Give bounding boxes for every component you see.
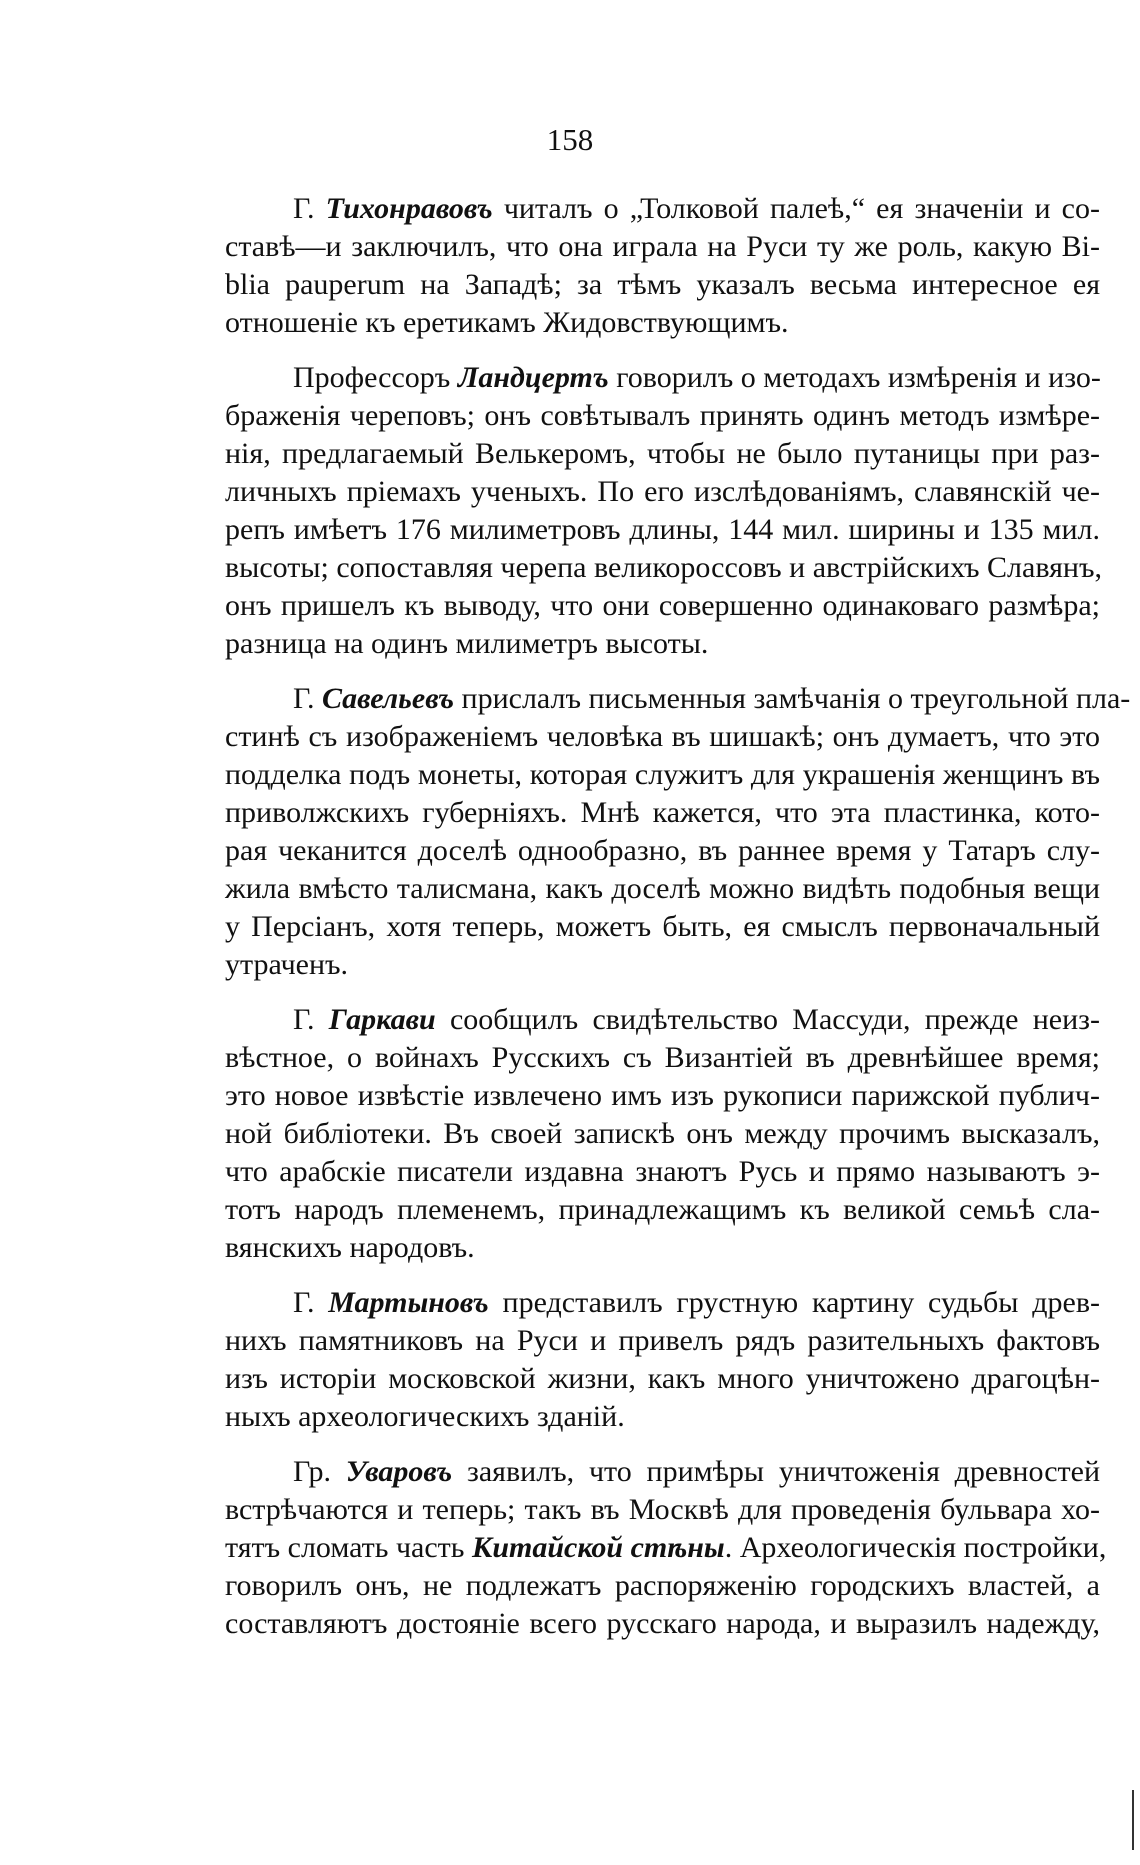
text-line: ставѣ—и заключилъ, что она играла на Руси ту же роль, какую Bi- <box>225 230 1100 263</box>
text-line: отношеніе къ еретикамъ Жидовствующимъ. <box>225 306 789 339</box>
text-line: нихъ памятниковъ на Руси и привелъ рядъ разительныхъ фактовъ <box>225 1324 1100 1357</box>
paragraph-garkavi <box>225 1001 1100 1267</box>
text-line <box>225 1001 1100 1039</box>
text-line: ной библіотеки. Въ своей запискѣ онъ между прочимъ высказалъ, <box>225 1117 1100 1150</box>
text-line: личныхъ пріемахъ ученыхъ. По его изслѣдованіямъ, славянскій че- <box>225 475 1100 508</box>
text-line: это новое извѣстіе извлечено имъ изъ рукописи парижской публич- <box>225 1079 1100 1112</box>
text-line: рая чеканится доселѣ однообразно, въ раннее время у Татаръ слу- <box>225 834 1100 867</box>
text-line: жила вмѣсто талисмана, какъ доселѣ можно видѣть подобныя вещи <box>225 872 1100 905</box>
place-name: Китайской стѣны <box>471 1531 725 1564</box>
line-text: . Археологическія постройки, <box>724 1531 1107 1564</box>
line-text: сообщилъ свидѣтельство Массуди, прежде неиз- <box>435 1003 1100 1036</box>
text-line: изъ исторіи московской жизни, какъ много уничтожено драгоцѣн- <box>225 1362 1100 1395</box>
text-line: вянскихъ народовъ. <box>225 1231 475 1264</box>
line-text: заявилъ, что примѣры уничтоженія древностей <box>452 1455 1100 1488</box>
line-prefix: Г. <box>293 192 326 225</box>
text-line: высоты; сопоставляя черепа великороссовъ и австрійскихъ Славянъ, <box>225 551 1102 584</box>
page-number: 158 <box>546 122 594 157</box>
text-line: приволжскихъ губерніяхъ. Мнѣ кажется, что эта пластинка, кото- <box>225 796 1100 829</box>
person-name: Мартыновъ <box>328 1286 489 1319</box>
paragraph-landtsert <box>225 359 1100 663</box>
text-line <box>225 359 1100 397</box>
text-line: подделка подъ монеты, которая служитъ для украшенія женщинъ въ <box>225 758 1100 791</box>
text-line <box>225 1529 1107 1567</box>
person-name: Савельевъ <box>321 682 455 715</box>
text-line <box>225 1284 1100 1322</box>
paragraph-savelyev <box>225 680 1131 984</box>
text-line <box>225 1453 1100 1491</box>
text-line: тотъ народъ племенемъ, принадлежащимъ къ великой семьѣ сла- <box>225 1193 1100 1226</box>
line-text: прислалъ письменныя замѣчанія о треугольной пла- <box>454 682 1131 715</box>
text-line <box>225 680 1131 718</box>
text-line: онъ пришелъ къ выводу, что они совершенно одинаковаго размѣра; <box>225 589 1100 622</box>
text-line: ныхъ археологическихъ зданій. <box>225 1400 625 1433</box>
line-text: говорилъ о методахъ измѣренія и изо- <box>608 361 1101 394</box>
page-edge-mark <box>1132 1790 1134 1850</box>
line-prefix: тятъ сломать часть <box>225 1531 472 1564</box>
text-line: составляютъ достояніе всего русскаго народа, и выразилъ надежду, <box>225 1607 1100 1640</box>
text-line: стинѣ съ изображеніемъ человѣка въ шишакѣ; онъ думаетъ, что это <box>225 720 1100 753</box>
text-line: репъ имѣетъ 176 милиметровъ длины, 144 мил. ширины и 135 мил. <box>225 513 1100 546</box>
text-line: браженія череповъ; онъ совѣтывалъ принять одинъ методъ измѣре- <box>225 399 1100 432</box>
line-prefix: Г. <box>293 682 322 715</box>
text-line: нія, предлагаемый Велькеромъ, чтобы не было путаницы при раз- <box>225 437 1100 470</box>
paragraph-martynov <box>225 1284 1100 1436</box>
person-name: Тихонравовъ <box>325 192 493 225</box>
person-name: Ландцертъ <box>457 361 609 394</box>
paragraph-uvarov <box>225 1453 1107 1643</box>
text-line: утраченъ. <box>225 948 349 981</box>
text-line: что арабскіе писатели издавна знаютъ Русь и прямо называютъ э- <box>225 1155 1100 1188</box>
text-line <box>225 190 1100 228</box>
line-text: представилъ грустную картину судьбы древ- <box>488 1286 1100 1319</box>
text-line: разница на одинъ милиметръ высоты. <box>225 627 709 660</box>
person-name: Гаркави <box>328 1003 436 1036</box>
paragraph-tikhonravov <box>225 190 1100 342</box>
line-prefix: Г. <box>293 1286 329 1319</box>
line-prefix: Г. <box>293 1003 329 1036</box>
text-line: blia pauperum на Западѣ; за тѣмъ указалъ весьма интересное ея <box>225 268 1100 301</box>
text-line: встрѣчаются и теперь; такъ въ Москвѣ для проведенія бульвара хо- <box>225 1493 1100 1526</box>
line-prefix: Профессоръ <box>293 361 458 394</box>
person-name: Уваровъ <box>345 1455 453 1488</box>
line-prefix: Гр. <box>293 1455 346 1488</box>
text-line: вѣстное, о войнахъ Русскихъ съ Византіей въ древнѣйшее время; <box>225 1041 1100 1074</box>
text-line: у Персіанъ, хотя теперь, можетъ быть, ея смыслъ первоначальный <box>225 910 1100 943</box>
line-text: читалъ о „Толковой палеѣ,“ ея значеніи и со- <box>492 192 1100 225</box>
text-body <box>225 190 1131 1660</box>
text-line: говорилъ онъ, не подлежатъ распоряженію городскихъ властей, а <box>225 1569 1100 1602</box>
